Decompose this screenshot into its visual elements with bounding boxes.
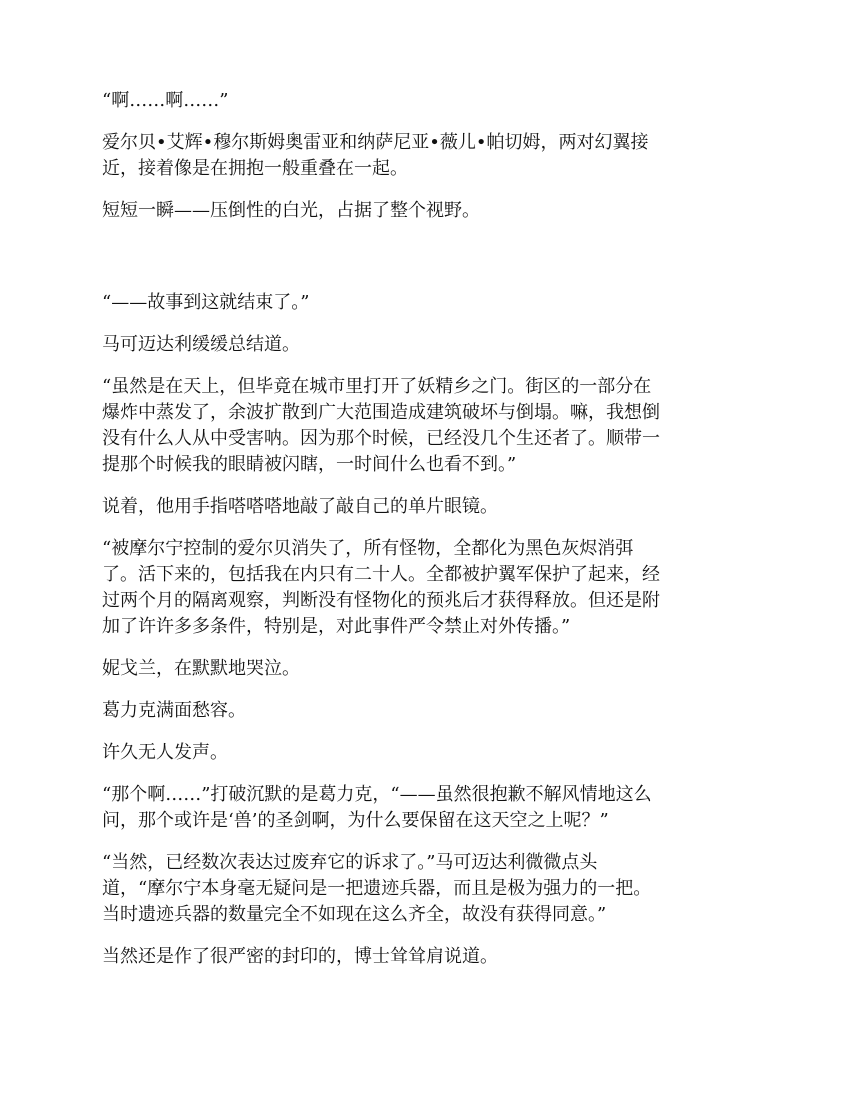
paragraph-4: “——故事到这就结束了。” bbox=[102, 292, 310, 313]
section-break bbox=[102, 240, 750, 290]
document-body bbox=[102, 88, 750, 986]
paragraph-7: 说着，他用手指嗒嗒嗒地敲了敲自己的单片眼镜。 bbox=[102, 496, 498, 517]
paragraph-8: “被摩尔宁控制的爱尔贝消失了，所有怪物，全都化为黑色灰烬消弭 了。活下来的，包括我在内只有二十人。全都被护翼军保护了起来，经 过两个月的隔离观察，判断没有怪物化的预兆后才获得释放。但还是附 加了许许多多条件，特别是，对此事件严令禁止对外传播。” bbox=[102, 538, 660, 637]
paragraph-6: “虽然是在天上，但毕竟在城市里打开了妖精乡之门。街区的一部分在 爆炸中蒸发了，余波扩散到广大范围造成建筑破坏与倒塌。嘛，我想倒 没有什么人从中受害呐。因为那个时候，已经没几个生还者了。顺带一 提那个时候我的眼睛被闪瞎，一时间什么也看不到。” bbox=[102, 376, 660, 475]
paragraph-1: “啊……啊……” bbox=[102, 90, 229, 111]
paragraph-14: 当然还是作了很严密的封印的，博士耸耸肩说道。 bbox=[102, 946, 498, 967]
paragraph-11: 许久无人发声。 bbox=[102, 742, 228, 763]
paragraph-10: 葛力克满面愁容。 bbox=[102, 700, 246, 721]
paragraph-9: 妮戈兰，在默默地哭泣。 bbox=[102, 658, 300, 679]
paragraph-2: 爱尔贝•艾辉•穆尔斯姆奥雷亚和纳萨尼亚•薇儿•帕切姆，两对幻翼接 近，接着像是在拥抱一般重叠在一起。 bbox=[102, 132, 649, 179]
paragraph-3: 短短一瞬——压倒性的白光，占据了整个视野。 bbox=[102, 200, 480, 221]
paragraph-13: “当然，已经数次表达过废弃它的诉求了。”马可迈达利微微点头 道，“摩尔宁本身毫无疑问是一把遗迹兵器，而且是极为强力的一把。 当时遗迹兵器的数量完全不如现在这么齐全，故没有获得同意。” bbox=[102, 852, 652, 925]
paragraph-12: “那个啊……”打破沉默的是葛力克，“——虽然很抱歉不解风情地这么 问，那个或许是‘兽’的圣剑啊，为什么要保留在这天空之上呢？” bbox=[102, 784, 652, 831]
paragraph-5: 马可迈达利缓缓总结道。 bbox=[102, 334, 300, 355]
